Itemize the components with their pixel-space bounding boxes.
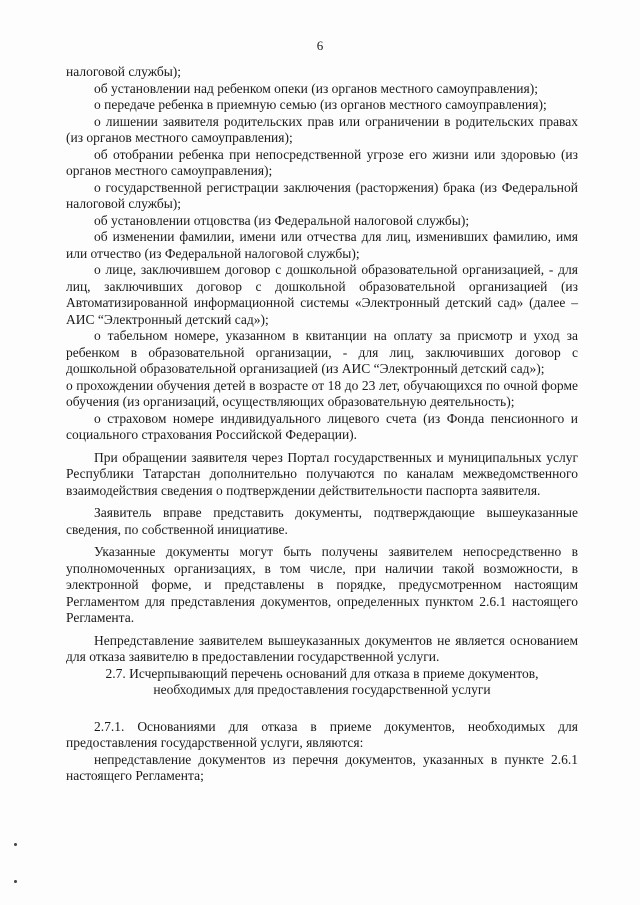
paragraph-9: о лице, заключившем договор с дошкольной образовательной организацией, - для лиц, заключивших договор с дошкольной образовательной организацией (из Автоматизированной информационной системы «Электронный детский сад» (далее – АИС “Электронный детский сад»); (66, 262, 578, 327)
paragraph-12: о страховом номере индивидуального лицевого счета (из Фонда пенсионного и социального страхования Российской Федерации). (66, 410, 578, 442)
paragraph-15: Указанные документы могут быть получены заявителем непосредственно в уполномоченных организациях, в том числе, при наличии такой возможности, в электронной форме, и представлены в порядке, предусмотренном настоящим Регламентом для представления документов, определенных пунктом 2.6.1 настоящего Регламента. (66, 544, 578, 625)
paragraph-4: о лишении заявителя родительских прав или ограничении в родительских правах (из органов местного самоуправления); (66, 113, 578, 145)
paragraph-17: 2.7.1. Основаниями для отказа в приеме документов, необходимых для предоставления государственной услуги, являются: (66, 718, 578, 750)
page-number: 6 (316, 38, 324, 53)
paragraph-14: Заявитель вправе представить документы, подтверждающие вышеуказанные сведения, по собственной инициативе. (66, 505, 578, 537)
paragraph-7: об установлении отцовства (из Федеральной налоговой службы); (94, 212, 470, 228)
document-body (66, 64, 578, 785)
paragraph-18: непредставление документов из перечня документов, указанных в пункте 2.6.1 настоящего Регламента; (66, 751, 578, 783)
scan-speck (14, 880, 17, 883)
paragraph-11: о прохождении обучения детей в возрасте от 18 до 23 лет, обучающихся по очной форме обучения (из организаций, осуществляющих образовательную деятельность); (66, 377, 578, 409)
paragraph-5: об отобрании ребенка при непосредственной угрозе его жизни или здоровью (из органов местного самоуправления); (66, 146, 578, 178)
scan-speck (14, 843, 17, 846)
paragraph-1: налоговой службы); (66, 64, 182, 79)
paragraph-6: о государственной регистрации заключения (расторжения) брака (из Федеральной налоговой службы); (66, 179, 578, 211)
paragraph-3: о передаче ребенка в приемную семью (из органов местного самоуправления); (94, 97, 547, 112)
paragraph-16: Непредставление заявителем вышеуказанных документов не является основанием для отказа заявителю в предоставлении государственной услуги. (66, 632, 578, 664)
paragraph-10: о табельном номере, указанном в квитанции на оплату за присмотр и уход за ребенком в образовательной организации, - для лиц, заключивших договор с дошкольной образовательной организацией (из АИС “Электронный детский сад»); (66, 328, 578, 376)
paragraph-2: об установлении над ребенком опеки (из органов местного самоуправления); (94, 80, 538, 96)
paragraph-13: При обращении заявителя через Портал государственных и муниципальных услуг Республики Татарстан дополнительно получаются по каналам межведомственного взаимодействия сведения о подтверждении действительности паспорта заявителя. (66, 449, 578, 498)
paragraph-8: об изменении фамилии, имени или отчества для лиц, изменивших фамилию, имя или отчество (из Федеральной налоговой службы); (66, 229, 578, 261)
section-heading: 2.7. Исчерпывающий перечень оснований для отказа в приеме документов, необходимых для предоставления государственной услуги (105, 665, 539, 697)
